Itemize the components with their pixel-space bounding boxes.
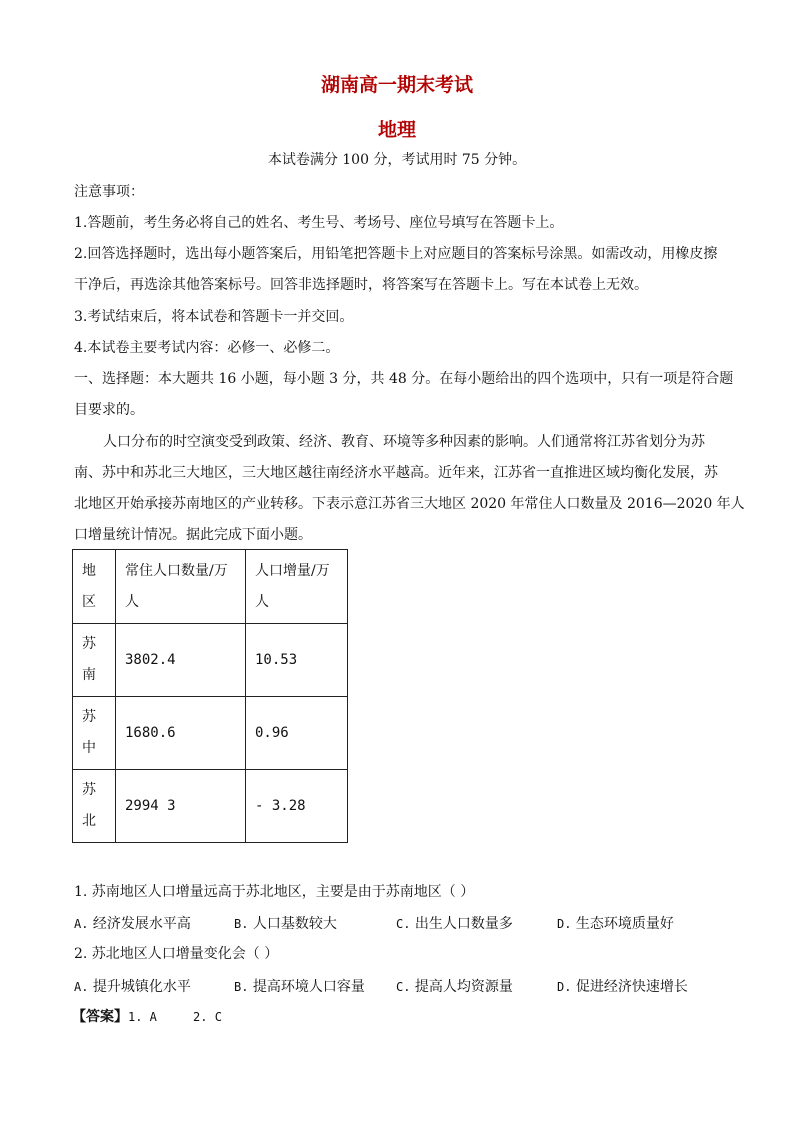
population-table [72, 549, 348, 843]
region-line-1: 苏 [82, 782, 96, 798]
header-region-line-2: 区 [82, 593, 96, 610]
increase-cell: - 3.28 [246, 770, 348, 843]
option-text: 提高人均资源量 [414, 979, 513, 995]
question-1-option-a [74, 913, 191, 933]
passage-line-2: 南、苏中和苏北三大地区，三大地区越往南经济水平越高。近年来，江苏省一直推进区域均衡化发展，苏 [74, 465, 718, 481]
section-line-2: 目要求的。 [74, 402, 144, 418]
note-2-line-1: 2.回答选择题时，选出每小题答案后，用铅笔把答题卡上对应题目的答案标号涂黑。如需改动，用橡皮擦 [74, 246, 718, 262]
answer-line [72, 1007, 222, 1027]
table-row [73, 697, 348, 770]
option-text: 生态环境质量好 [575, 916, 674, 932]
question-2-option-c [396, 976, 513, 996]
subject-title: 地理 [377, 119, 416, 141]
exam-info: 本试卷满分 100 分，考试用时 75 分钟。 [267, 152, 527, 168]
region-line-1: 苏 [82, 709, 96, 725]
question-1-option-b [234, 913, 337, 933]
section-line-1: 一、选择题：本大题共 16 小题，每小题 3 分，共 48 分。在每小题给出的四个选项中，只有一项是符合题 [74, 371, 734, 387]
passage-line-4: 口增量统计情况。据此完成下面小题。 [74, 527, 312, 543]
region-cell [73, 770, 116, 843]
note-2-line-2: 干净后，再选涂其他答案标号。回答非选择题时，将答案写在答题卡上。写在本试卷上无效。 [74, 277, 648, 293]
note-4: 4.本试卷主要考试内容：必修一、必修二。 [74, 340, 340, 356]
region-cell [73, 624, 116, 697]
option-label: A. [74, 980, 89, 994]
option-text: 出生人口数量多 [414, 916, 513, 932]
option-text: 提升城镇化水平 [92, 979, 191, 995]
option-label: D. [557, 980, 572, 994]
option-label: C. [396, 917, 411, 931]
header-region-line-1: 地 [82, 562, 96, 579]
table-header-row [73, 550, 348, 624]
question-2-option-d [557, 976, 688, 996]
region-line-2: 北 [82, 813, 96, 829]
option-label: B. [234, 980, 249, 994]
table-row [73, 770, 348, 843]
question-2-option-b [234, 976, 365, 996]
header-population-line-2: 人 [125, 593, 139, 610]
passage-line-3: 北地区开始承接苏南地区的产业转移。下表示意江苏省三大地区 2020 年常住人口数量及 2016—2020 年人 [74, 496, 745, 512]
header-population [116, 550, 246, 624]
population-cell: 1680.6 [116, 697, 246, 770]
option-label: A. [74, 917, 89, 931]
note-3: 3.考试结束后，将本试卷和答题卡一并交回。 [74, 309, 354, 325]
question-2-stem: 2. 苏北地区人口增量变化会（ ） [74, 946, 279, 962]
increase-cell: 0.96 [246, 697, 348, 770]
option-label: D. [557, 917, 572, 931]
question-1-option-d [557, 913, 674, 933]
population-cell: 2994 3 [116, 770, 246, 843]
option-label: B. [234, 917, 249, 931]
header-increase [246, 550, 348, 624]
question-2-option-a [74, 976, 191, 996]
question-1-option-c [396, 913, 513, 933]
exam-title: 湖南高一期末考试 [320, 74, 473, 96]
answer-label: 【答案】 [72, 1009, 128, 1025]
region-line-1: 苏 [82, 636, 96, 652]
answer-value: 1. A 2. C [128, 1010, 222, 1024]
population-cell: 3802.4 [116, 624, 246, 697]
header-region [73, 550, 116, 624]
passage-line-1: 人口分布的时空演变受到政策、经济、教育、环境等多种因素的影响。人们通常将江苏省划分为苏 [103, 434, 705, 450]
header-population-line-1: 常住人口数量/万 [125, 562, 228, 579]
notes-heading: 注意事项： [74, 184, 144, 200]
option-text: 经济发展水平高 [92, 916, 191, 932]
table-row [73, 624, 348, 697]
option-text: 人口基数较大 [252, 916, 337, 932]
option-text: 促进经济快速增长 [575, 979, 688, 995]
region-line-2: 中 [82, 740, 96, 756]
region-line-2: 南 [82, 667, 96, 683]
region-cell [73, 697, 116, 770]
option-label: C. [396, 980, 411, 994]
note-1: 1.答题前，考生务必将自己的姓名、考生号、考场号、座位号填写在答题卡上。 [74, 215, 564, 231]
increase-cell: 10.53 [246, 624, 348, 697]
question-1-stem: 1. 苏南地区人口增量远高于苏北地区，主要是由于苏南地区（ ） [74, 884, 475, 900]
header-increase-line-2: 人 [255, 593, 269, 610]
option-text: 提高环境人口容量 [252, 979, 365, 995]
header-increase-line-1: 人口增量/万 [255, 562, 330, 579]
